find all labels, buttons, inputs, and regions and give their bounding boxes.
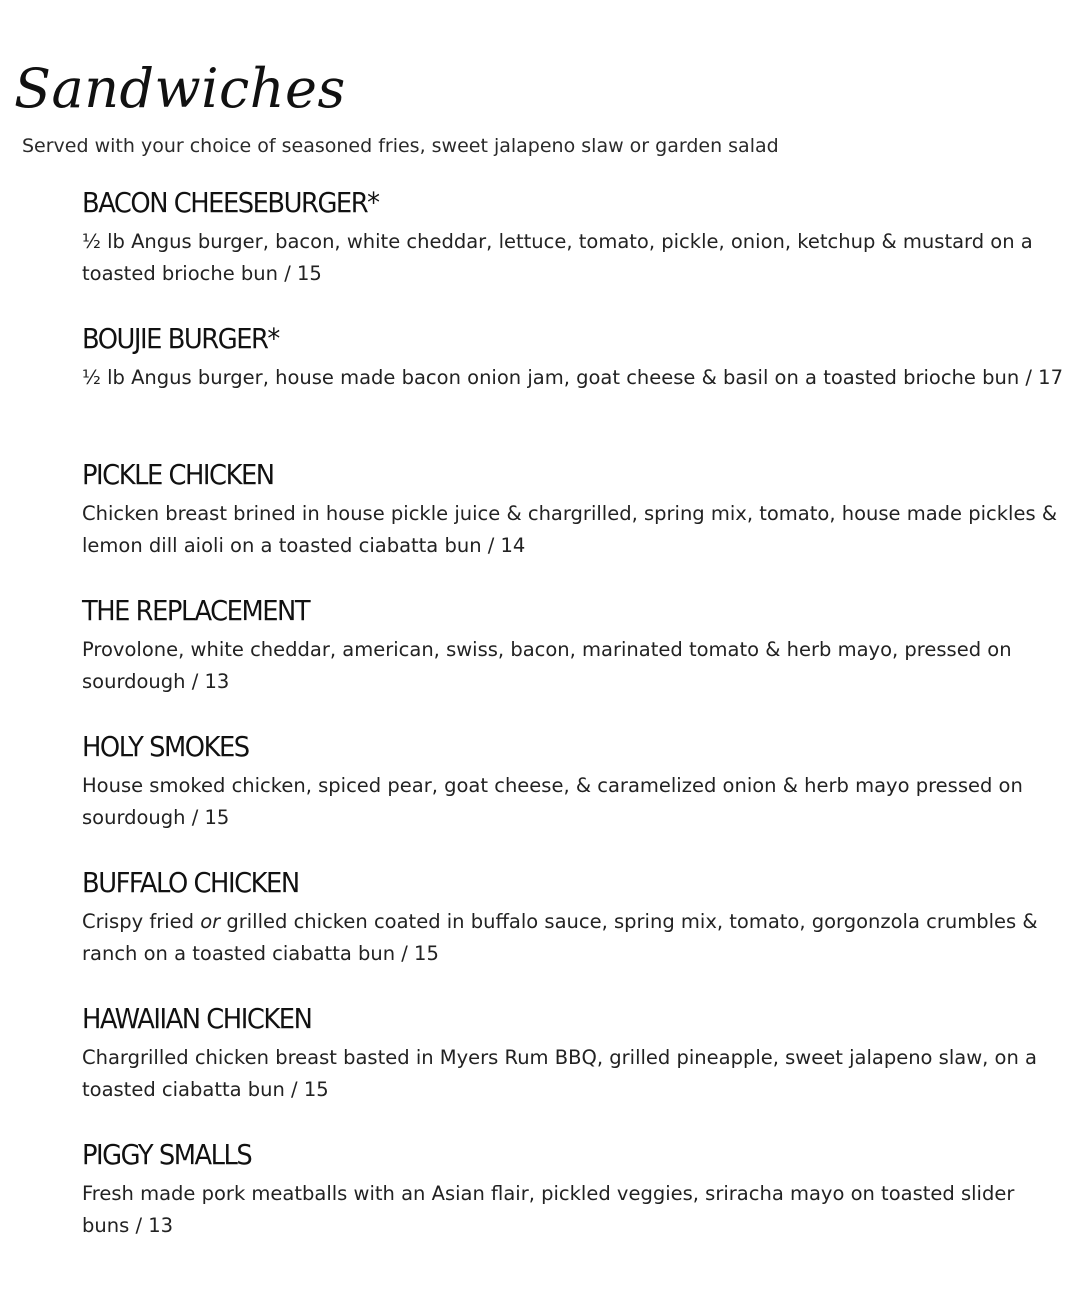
menu-item bbox=[82, 864, 1072, 1000]
menu-item bbox=[82, 592, 1072, 728]
menu-item-description: Chargrilled chicken breast basted in Myers Rum BBQ, grilled pineapple, sweet jalapeno slaw, on a toasted ciabatta bun / 15 bbox=[82, 1046, 1037, 1101]
menu-item-description bbox=[82, 906, 1067, 970]
description-emphasis: or bbox=[200, 910, 221, 933]
menu-item-description: Provolone, white cheddar, american, swiss, bacon, marinated tomato & herb mayo, pressed on sourdough / 13 bbox=[82, 638, 1012, 693]
menu-section-title: Sandwiches bbox=[14, 57, 346, 120]
menu-item bbox=[82, 320, 1072, 456]
menu-item bbox=[82, 1000, 1072, 1136]
menu-item-name: PIGGY SMALLS bbox=[82, 1138, 252, 1171]
description-text: Crispy fried bbox=[82, 910, 201, 933]
menu-item bbox=[82, 728, 1072, 864]
description-text: grilled chicken coated in buffalo sauce, spring mix, tomato, gorgonzola crumbles & ranch on a toasted ciabatta bun / 15 bbox=[82, 910, 1038, 965]
menu-item-name: BACON CHEESEBURGER* bbox=[82, 186, 379, 219]
menu-item-description: Chicken breast brined in house pickle juice & chargrilled, spring mix, tomato, house made pickles & lemon dill aioli on a toasted ciabatta bun / 14 bbox=[82, 502, 1058, 557]
menu-item-description: House smoked chicken, spiced pear, goat cheese, & caramelized onion & herb mayo pressed on sourdough / 15 bbox=[82, 774, 1023, 829]
menu-item bbox=[82, 456, 1072, 592]
menu-item-description: ½ lb Angus burger, bacon, white cheddar, lettuce, tomato, pickle, onion, ketchup & mustard on a toasted brioche bun / 15 bbox=[82, 230, 1033, 285]
menu-section-subtitle: Served with your choice of seasoned fries, sweet jalapeno slaw or garden salad bbox=[22, 135, 779, 157]
menu-item bbox=[82, 1136, 1072, 1272]
menu-item-description: Fresh made pork meatballs with an Asian flair, pickled veggies, sriracha mayo on toasted slider buns / 13 bbox=[82, 1182, 1015, 1237]
menu-item-name: HOLY SMOKES bbox=[82, 730, 249, 763]
menu-item-name: THE REPLACEMENT bbox=[82, 594, 310, 627]
menu-item-name: BUFFALO CHICKEN bbox=[82, 866, 299, 899]
menu-item-description: ½ lb Angus burger, house made bacon onion jam, goat cheese & basil on a toasted brioche bun / 17 bbox=[82, 366, 1063, 389]
menu-item-name: PICKLE CHICKEN bbox=[82, 458, 274, 491]
menu-item-name: HAWAIIAN CHICKEN bbox=[82, 1002, 312, 1035]
menu-item bbox=[82, 184, 1072, 320]
menu-item-name: BOUJIE BURGER* bbox=[82, 322, 279, 355]
menu-item-list bbox=[82, 184, 1072, 1272]
